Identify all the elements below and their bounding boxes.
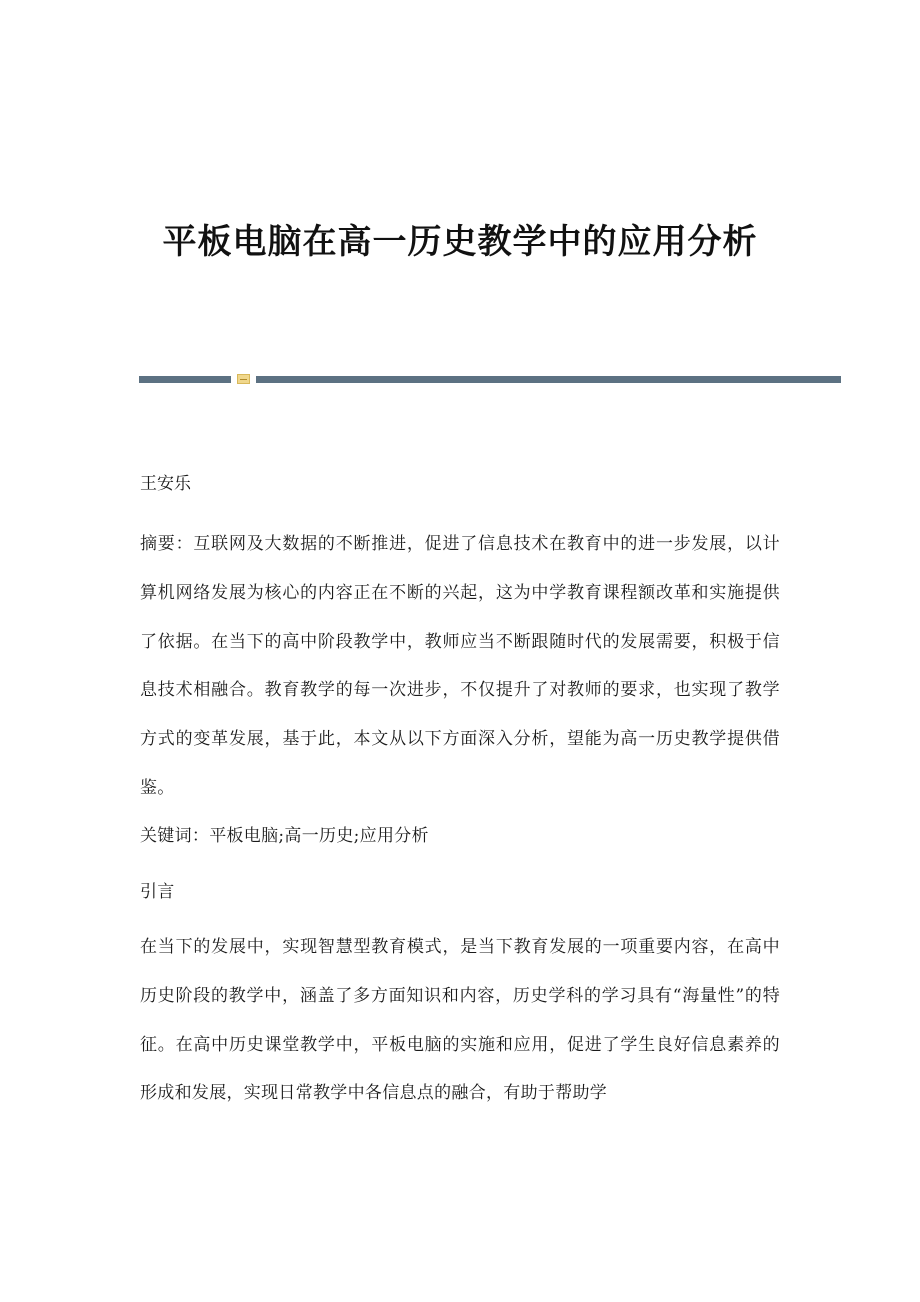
abstract-paragraph: 摘要：互联网及大数据的不断推进，促进了信息技术在教育中的进一步发展，以计算机网络发展为核心的内容正在不断的兴起，这为中学教育课程额改革和实施提供了依据。在当下的高中阶段教学中，教师应当不断跟随时代的发展需要，积极于信息技术相融合。教育教学的每一次进步，不仅提升了对教师的要求，也实现了教学方式的变革发展，基于此，本文从以下方面深入分析，望能为高一历史教学提供借鉴。 (140, 534, 780, 798)
author-name: 王安乐 (140, 474, 191, 494)
divider-ornament-icon (237, 374, 250, 384)
document-title: 平板电脑在高一历史教学中的应用分析 (162, 222, 758, 262)
divider-bar-right (256, 376, 841, 383)
title-divider (139, 374, 841, 384)
divider-bar-left (139, 376, 231, 383)
keywords-line: 关键词：平板电脑;高一历史;应用分析 (140, 826, 429, 846)
intro-paragraph: 在当下的发展中，实现智慧型教育模式，是当下教育发展的一项重要内容，在高中历史阶段的教学中，涵盖了多方面知识和内容，历史学科的学习具有“海量性”的特征。在高中历史课堂教学中，平板电脑的实施和应用，促进了学生良好信息素养的形成和发展，实现日常教学中各信息点的融合，有助于帮助学 (140, 937, 780, 1104)
intro-heading: 引言 (140, 882, 175, 902)
